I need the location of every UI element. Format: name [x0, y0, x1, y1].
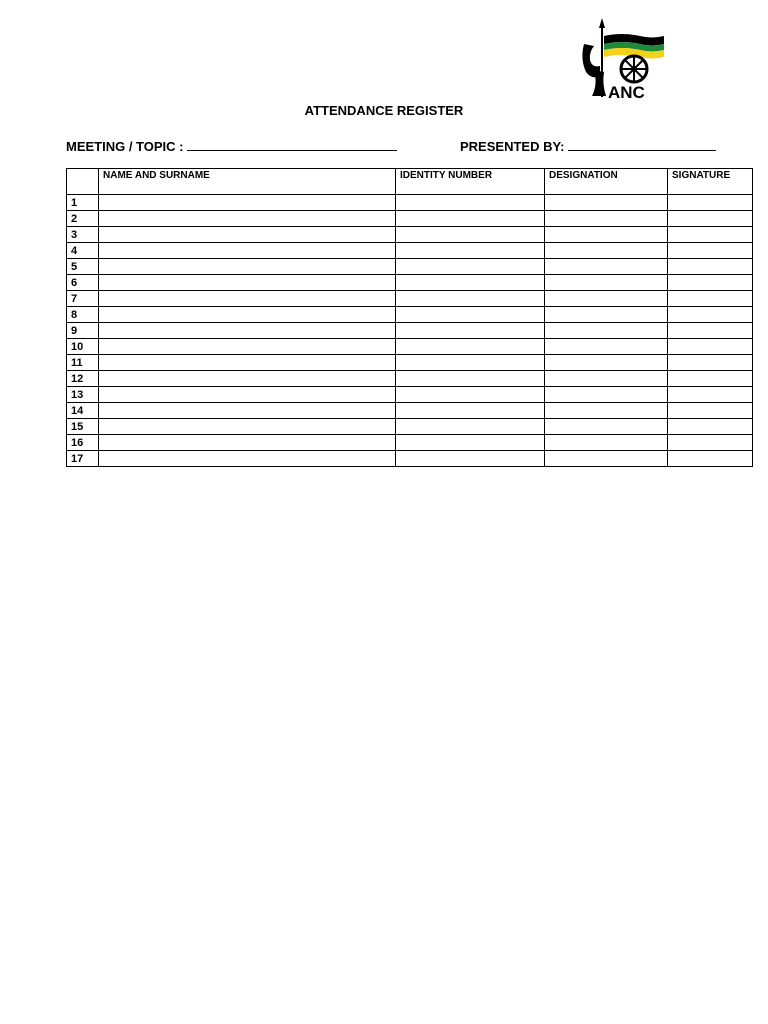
page-title: ATTENDANCE REGISTER [304, 103, 464, 118]
identity-cell[interactable] [396, 435, 545, 451]
attendance-table [66, 168, 753, 467]
row-number: 3 [67, 227, 99, 243]
row-number: 17 [67, 451, 99, 467]
presented-by-line [460, 138, 716, 154]
row-number: 6 [67, 275, 99, 291]
presented-by-label: PRESENTED BY: [460, 139, 565, 154]
identity-cell[interactable] [396, 387, 545, 403]
signature-cell[interactable] [668, 435, 753, 451]
name-cell[interactable] [99, 419, 396, 435]
identity-cell[interactable] [396, 419, 545, 435]
table-row [67, 291, 753, 307]
signature-cell[interactable] [668, 259, 753, 275]
identity-cell[interactable] [396, 243, 545, 259]
table-row [67, 339, 753, 355]
row-number: 7 [67, 291, 99, 307]
identity-cell[interactable] [396, 371, 545, 387]
name-cell[interactable] [99, 387, 396, 403]
designation-cell[interactable] [545, 211, 668, 227]
name-cell[interactable] [99, 227, 396, 243]
signature-cell[interactable] [668, 275, 753, 291]
identity-cell[interactable] [396, 323, 545, 339]
designation-cell[interactable] [545, 195, 668, 211]
identity-cell[interactable] [396, 275, 545, 291]
table-row [67, 211, 753, 227]
table-row [67, 435, 753, 451]
designation-cell[interactable] [545, 387, 668, 403]
row-number: 9 [67, 323, 99, 339]
designation-cell[interactable] [545, 419, 668, 435]
designation-cell[interactable] [545, 227, 668, 243]
identity-cell[interactable] [396, 211, 545, 227]
identity-cell[interactable] [396, 291, 545, 307]
designation-cell[interactable] [545, 259, 668, 275]
designation-cell[interactable] [545, 371, 668, 387]
signature-cell[interactable] [668, 387, 753, 403]
row-number: 5 [67, 259, 99, 275]
name-cell[interactable] [99, 339, 396, 355]
signature-cell[interactable] [668, 323, 753, 339]
row-number: 16 [67, 435, 99, 451]
name-cell[interactable] [99, 291, 396, 307]
logo-text: ANC [608, 83, 645, 100]
table-row [67, 371, 753, 387]
table-row [67, 403, 753, 419]
identity-cell[interactable] [396, 339, 545, 355]
name-cell[interactable] [99, 243, 396, 259]
designation-cell[interactable] [545, 355, 668, 371]
table-row [67, 227, 753, 243]
signature-cell[interactable] [668, 339, 753, 355]
row-number: 15 [67, 419, 99, 435]
designation-cell[interactable] [545, 243, 668, 259]
designation-cell[interactable] [545, 339, 668, 355]
table-row [67, 195, 753, 211]
designation-cell[interactable] [545, 451, 668, 467]
signature-cell[interactable] [668, 355, 753, 371]
row-number: 4 [67, 243, 99, 259]
row-number: 1 [67, 195, 99, 211]
table-row [67, 259, 753, 275]
table-row [67, 387, 753, 403]
name-cell[interactable] [99, 275, 396, 291]
signature-cell[interactable] [668, 211, 753, 227]
anc-logo-icon [572, 14, 672, 100]
identity-cell[interactable] [396, 259, 545, 275]
identity-cell[interactable] [396, 355, 545, 371]
designation-cell[interactable] [545, 291, 668, 307]
header-name-surname: NAME AND SURNAME [99, 169, 396, 195]
designation-cell[interactable] [545, 403, 668, 419]
table-row [67, 323, 753, 339]
designation-cell[interactable] [545, 323, 668, 339]
row-number: 8 [67, 307, 99, 323]
name-cell[interactable] [99, 435, 396, 451]
meeting-topic-line [66, 138, 397, 154]
table-row [67, 243, 753, 259]
table-row [67, 451, 753, 467]
row-number: 13 [67, 387, 99, 403]
name-cell[interactable] [99, 259, 396, 275]
signature-cell[interactable] [668, 371, 753, 387]
row-number: 2 [67, 211, 99, 227]
table-body [67, 195, 753, 467]
meeting-topic-label: MEETING / TOPIC : [66, 139, 184, 154]
identity-cell[interactable] [396, 195, 545, 211]
signature-cell[interactable] [668, 291, 753, 307]
name-cell[interactable] [99, 323, 396, 339]
designation-cell[interactable] [545, 275, 668, 291]
designation-cell[interactable] [545, 435, 668, 451]
row-number: 14 [67, 403, 99, 419]
signature-cell[interactable] [668, 403, 753, 419]
name-cell[interactable] [99, 195, 396, 211]
header-signature: SIGNATURE [668, 169, 753, 195]
signature-cell[interactable] [668, 451, 753, 467]
table-row [67, 355, 753, 371]
table-row [67, 419, 753, 435]
identity-cell[interactable] [396, 403, 545, 419]
identity-cell[interactable] [396, 307, 545, 323]
table-row [67, 275, 753, 291]
name-cell[interactable] [99, 451, 396, 467]
identity-cell[interactable] [396, 451, 545, 467]
signature-cell[interactable] [668, 419, 753, 435]
header-number [67, 169, 99, 195]
name-cell[interactable] [99, 211, 396, 227]
signature-cell[interactable] [668, 227, 753, 243]
meeting-topic-field[interactable] [187, 138, 397, 151]
presented-by-field[interactable] [568, 138, 716, 151]
signature-cell[interactable] [668, 307, 753, 323]
row-number: 12 [67, 371, 99, 387]
name-cell[interactable] [99, 355, 396, 371]
designation-cell[interactable] [545, 307, 668, 323]
row-number: 11 [67, 355, 99, 371]
identity-cell[interactable] [396, 227, 545, 243]
table-row [67, 307, 753, 323]
name-cell[interactable] [99, 403, 396, 419]
header-identity-number: IDENTITY NUMBER [396, 169, 545, 195]
signature-cell[interactable] [668, 195, 753, 211]
name-cell[interactable] [99, 307, 396, 323]
row-number: 10 [67, 339, 99, 355]
table-header-row [67, 169, 753, 195]
header-designation: DESIGNATION [545, 169, 668, 195]
name-cell[interactable] [99, 371, 396, 387]
signature-cell[interactable] [668, 243, 753, 259]
